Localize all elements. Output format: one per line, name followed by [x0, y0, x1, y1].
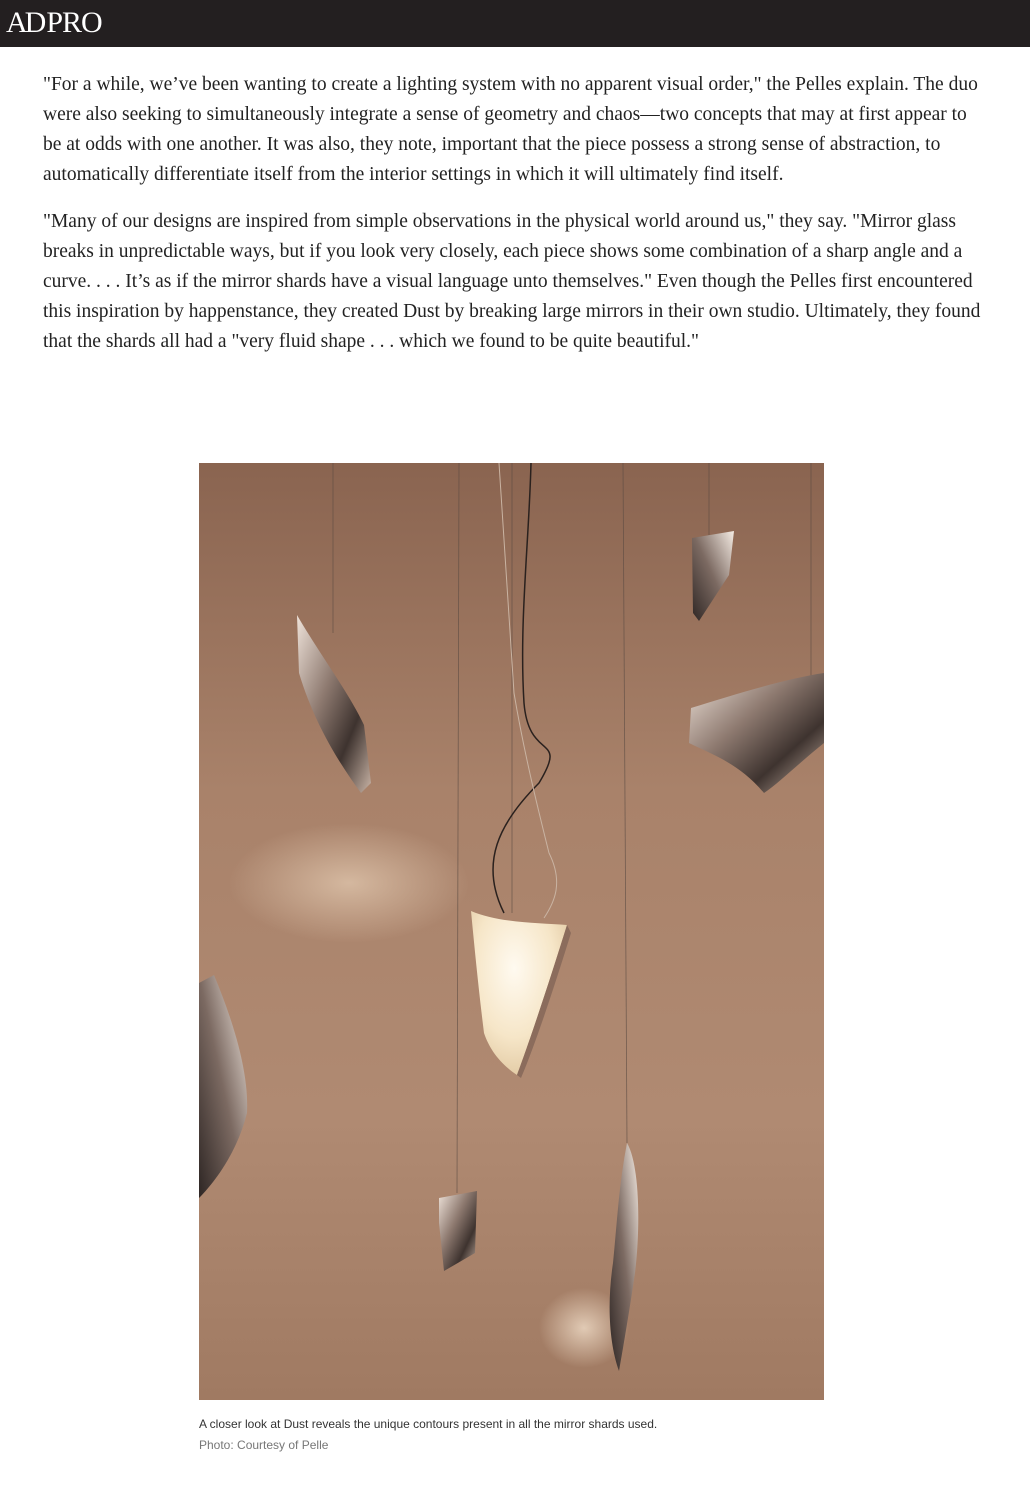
- article-figure: [199, 463, 824, 1453]
- figure-caption: A closer look at Dust reveals the unique contours present in all the mirror shards used.: [199, 1417, 658, 1431]
- top-navigation-bar: [0, 0, 1030, 47]
- adpro-logo[interactable]: [6, 6, 102, 40]
- logo-ad-text: AD: [6, 6, 44, 39]
- article-body: [43, 70, 983, 374]
- logo-pro-text: PRO: [46, 6, 102, 39]
- dust-lighting-photo[interactable]: [199, 463, 824, 1400]
- photo-credit: Photo: Courtesy of Pelle: [199, 1438, 329, 1452]
- article-paragraph-1: "For a while, we’ve been wanting to create a lighting system with no apparent visual order," the Pelles explain. The duo were also seeking to simultaneously integrate a sense of geometry and chaos—two concepts that may at first appear to be at odds with one another. It was also, they note, important that the piece possess a strong sense of abstraction, to automatically differentiate itself from the interior settings in which it will ultimately find itself.: [43, 74, 978, 185]
- article-paragraph-2: "Many of our designs are inspired from simple observations in the physical world around us," they say. "Mirror glass breaks in unpredictable ways, but if you look very closely, each piece shows some combination of a sharp angle and a curve. . . . It’s as if the mirror shards have a visual language unto themselves." Even though the Pelles first encountered this inspiration by happenstance, they created Dust by breaking large mirrors in their own studio. Ultimately, they found that the shards all had a "very fluid shape . . . which we found to be quite beautiful.": [43, 211, 981, 352]
